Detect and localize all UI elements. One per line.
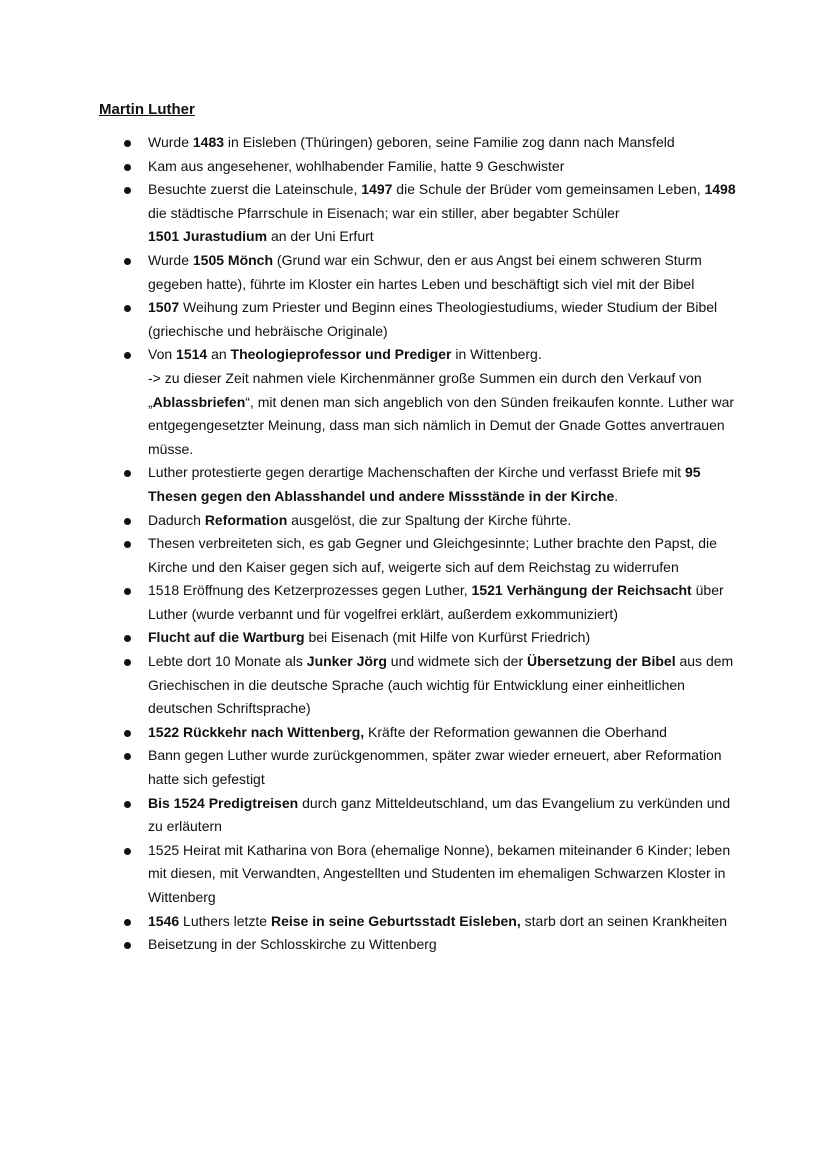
text: Kam aus angesehener, wohlhabender Familie, hatte 9 Geschwister	[148, 157, 565, 174]
bold-text: Reise in seine Geburtsstadt Eisleben,	[270, 912, 521, 929]
text: Beisetzung in der Schlosskirche zu Wittenberg	[148, 936, 437, 953]
bold-text: Bis 1524 Predigtreisen	[148, 794, 299, 811]
bullet-list	[0, 131, 828, 957]
list-item	[148, 839, 738, 910]
text: Wurde	[148, 251, 193, 268]
text: in Eisleben (Thüringen) geboren, seine Familie zog dann nach Mansfeld	[224, 134, 675, 150]
text: Kräfte der Reformation gewannen die Oberhand	[364, 723, 667, 740]
list-item	[148, 155, 738, 179]
list-item	[148, 744, 738, 791]
list-item	[148, 792, 738, 839]
text: die Schule der Brüder vom gemeinsamen Leben,	[392, 181, 705, 198]
text: .	[614, 487, 619, 504]
list-item	[148, 910, 738, 934]
text: Wurde	[148, 134, 193, 150]
text: Besuchte zuerst die Lateinschule,	[148, 181, 362, 198]
list-item	[148, 650, 738, 721]
bold-text: 1497	[361, 181, 393, 198]
bold-text: Reformation	[204, 511, 288, 528]
bold-text: Flucht auf die Wartburg	[148, 629, 305, 646]
list-item	[148, 721, 738, 745]
text: und widmete sich der	[386, 653, 527, 670]
list-item	[148, 626, 738, 650]
text: starb dort an seinen Krankheiten	[520, 912, 727, 929]
text: “, mit denen man sich angeblich von den Sünden freikaufen konnte. Luther war entgegengesetzter Meinung, dass man sich nämlich in Demut der Gnade Gottes anvertrauen müsse.	[148, 393, 735, 457]
text: über Luther (wurde verbannt und für vogelfrei erklärt, außerdem exkommuniziert)	[148, 582, 724, 622]
text: an	[207, 346, 231, 363]
list-item	[148, 509, 738, 533]
text: bei Eisenach (mit Hilfe von Kurfürst Friedrich)	[304, 629, 591, 646]
text: 1518 Eröffnung des Ketzerprozesses gegen Luther,	[148, 582, 472, 599]
bold-text: 1483	[192, 134, 225, 150]
text: Von	[148, 346, 177, 363]
bold-text: 1521 Verhängung der Reichsacht	[471, 582, 692, 599]
bold-text: 1507	[148, 299, 180, 316]
text: an der Uni Erfurt	[267, 228, 374, 245]
text: Luthers letzte	[179, 912, 271, 929]
text: Luther protestierte gegen derartige Machenschaften der Kirche und verfasst Briefe mit	[148, 464, 685, 481]
bold-text: 1501 Jurastudium	[148, 228, 268, 245]
bold-text: 1514	[176, 346, 208, 363]
page-title: Martin Luther	[99, 101, 195, 118]
text: Weihung zum Priester und Beginn eines Theologiestudiums, wieder Studium der Bibel (griechische und hebräische Originale)	[148, 299, 718, 339]
list-item	[148, 178, 738, 225]
bold-text: 1522 Rückkehr nach Wittenberg,	[148, 723, 365, 740]
list-item-continuation	[148, 225, 738, 249]
list-item	[148, 343, 738, 367]
list-item	[148, 131, 738, 155]
text: (Grund war ein Schwur, den er aus Angst bei einem schweren Sturm gegeben hatte), führte im Kloster ein hartes Leben und beschäftigt sich viel mit der Bibel	[148, 251, 702, 292]
bold-text: Theologieprofessor und Prediger	[230, 346, 452, 363]
list-item	[148, 532, 738, 579]
list-item	[148, 933, 738, 957]
text: Thesen verbreiteten sich, es gab Gegner und Gleichgesinnte; Luther brachte den Papst, die Kirche und den Kaiser gegen sich auf, weigerte sich auf dem Reichstag zu widerrufen	[148, 535, 717, 575]
list-item	[148, 579, 738, 626]
text: -> zu dieser Zeit nahmen viele Kirchenmänner große Summen ein durch den Verkauf von „	[148, 369, 702, 410]
bold-text: 1505 Mönch	[192, 251, 274, 268]
text: Bann gegen Luther wurde zurückgenommen, später zwar wieder erneuert, aber Reformation hatte sich gefestigt	[148, 747, 722, 788]
text: die städtische Pfarrschule in Eisenach; war ein stiller, aber begabter Schüler	[148, 204, 620, 221]
text: 1525 Heirat mit Katharina von Bora (ehemalige Nonne), bekamen miteinander 6 Kinder; leben mit diesen, mit Verwandten, Angestellten und Studenten im ehemaligen Schwarzen Kloster in Wittenberg	[148, 841, 731, 905]
text: ausgelöst, die zur Spaltung der Kirche führte.	[287, 511, 572, 528]
bold-text: 95 Thesen gegen den Ablasshandel und andere Missstände in der Kirche	[148, 464, 701, 504]
text: Dadurch	[148, 511, 205, 528]
bold-text: Junker Jörg	[306, 653, 387, 670]
list-item	[148, 461, 738, 508]
list-item	[148, 249, 738, 296]
list-item	[148, 296, 738, 343]
text: aus dem Griechischen in die deutsche Sprache (auch wichtig für Entwicklung einer einheitlichen deutschen Schriftsprache)	[148, 653, 734, 717]
bold-text: Ablassbriefen	[152, 393, 246, 410]
text: Lebte dort 10 Monate als	[148, 653, 307, 670]
bold-text: 1498	[704, 181, 736, 198]
text: in Wittenberg.	[451, 346, 542, 363]
bold-text: Übersetzung der Bibel	[527, 653, 676, 670]
bold-text: 1546	[148, 912, 180, 929]
list-item-continuation	[148, 367, 738, 461]
text: durch ganz Mitteldeutschland, um das Evangelium zu verkünden und zu erläutern	[148, 794, 731, 835]
